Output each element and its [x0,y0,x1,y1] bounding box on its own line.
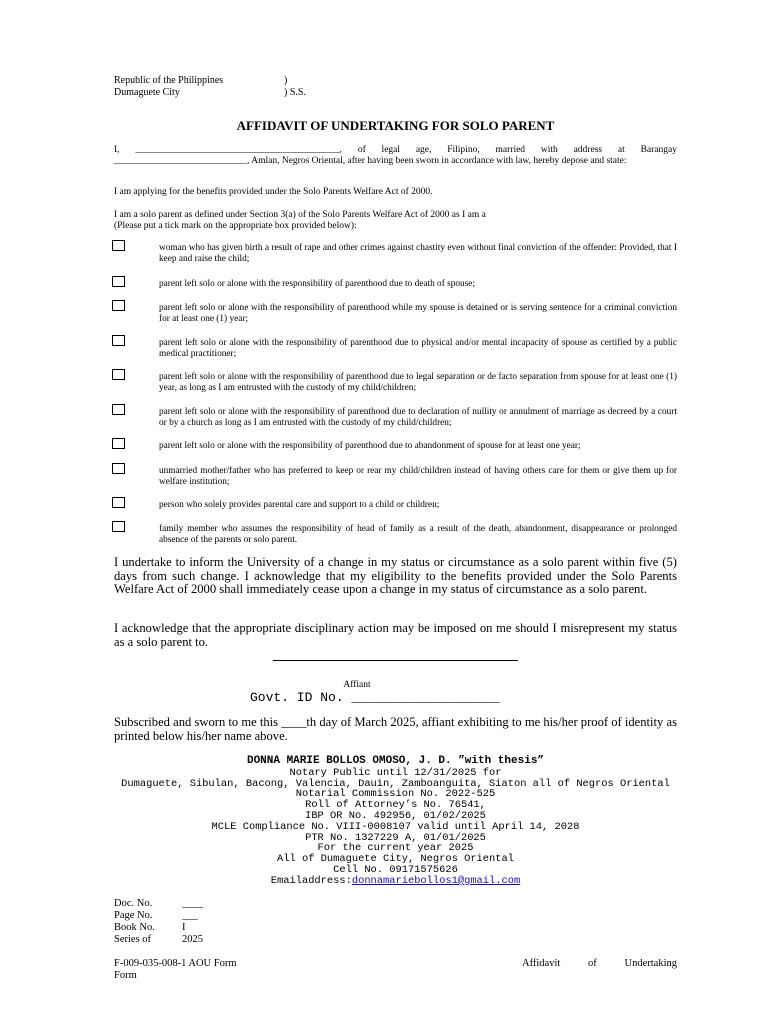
venue-country: Republic of the Philippines [114,75,224,86]
option-checkbox[interactable] [112,521,125,532]
notary-line: IBP OR No. 492956, 01/02/2025 [305,809,486,822]
venue-city: Dumaguete City [114,87,180,98]
doc-info-block [114,898,203,946]
option-text: woman who has given birth a result of rape and other crimes against chastity even without final conviction of the offender: Provided, that I keep and raise the child; [159,243,677,264]
notary-line: Notary Public until 12/31/2025 for [289,766,502,779]
notary-line: PTR No. 1327229 A, 01/01/2025 [305,831,486,844]
series-label: Series of [114,934,152,945]
notary-email-line [114,876,677,887]
book-no-label: Book No. [114,922,155,933]
option-checkbox[interactable] [112,240,125,251]
option-text: parent left solo or alone with the responsibility of parenthood due to abandonment of spouse for at least one year; [159,441,581,451]
footer-word: Affidavit [522,958,561,969]
email-label: Emailaddress: [270,874,352,887]
option-text: parent left solo or alone with the responsibility of parenthood due to legal separation or de facto separation from spouse for at least one (1) year, as long as I am entrusted with the custody of my child/children; [159,372,677,393]
intro-paragraph: I, ___________________________________________, of legal age, Filipino, married with address at Barangay ____________________________, Amlan, Negros Oriental, after having been sworn in accordance with law, hereby depose and state: [114,145,677,166]
notary-line: Cell No. 09171575626 [333,863,458,876]
venue-block [114,75,306,99]
notary-line: For the current year 2025 [317,842,474,855]
venue-ss: ) S.S. [284,87,306,98]
option-text: parent left solo or alone with the responsibility of parenthood due to physical and/or mental incapacity of spouse as certified by a public medical practitioner; [159,338,677,359]
footer-form-code [114,958,237,982]
footer-form-title [522,958,677,969]
option-text: unmarried mother/father who has preferred to keep or rear my child/children instead of having others care for them or give them up for welfare institution; [159,466,677,487]
govt-id-field: Govt. ID No. ___________________ [250,690,500,705]
doc-no-label: Doc. No. [114,898,153,909]
acknowledge-paragraph: I acknowledge that the appropriate disciplinary action may be imposed on me should I misrepresent my status as a solo parent to. [114,621,677,649]
subscribed-paragraph: Subscribed and sworn to me this ____th day of March 2025, affiant exhibiting to me his/her proof of identity as printed below his/her name above. [114,715,677,743]
applying-paragraph: I am applying for the benefits provided under the Solo Parents Welfare Act of 2000. [114,187,433,197]
option-checkbox[interactable] [112,276,125,287]
undertake-paragraph: I undertake to inform the University of a change in my status or circumstance as a solo parent within five (5) days from such change. I acknowledge that my eligibility to the benefits provided under the Solo Parents Welfare Act of 2000 shall immediately cease upon a change in my status of circumstance as a solo parent. [114,555,677,596]
notary-line: Roll of Attorney’s No. 76541, [305,799,486,812]
signature-line [273,660,518,661]
page-no-label: Page No. [114,910,153,921]
series-value: 2025 [182,934,203,945]
option-text: parent left solo or alone with the responsibility of parenthood due to death of spouse; [159,279,476,289]
definition-line-1: I am a solo parent as defined under Section 3(a) of the Solo Parents Welfare Act of 2000 as I am a [114,210,486,220]
notary-block [114,756,677,887]
notary-line: All of Dumaguete City, Negros Oriental [277,853,514,866]
option-checkbox[interactable] [112,369,125,380]
page-no-value: ___ [182,910,198,921]
option-checkbox[interactable] [112,335,125,346]
footer-form-code-line2: Form [114,970,137,981]
option-checkbox[interactable] [112,404,125,415]
notary-line: Dumaguete, Sibulan, Bacong, Valencia, Dauin, Zamboanguita, Siaton all of Negros Oriental [121,777,670,790]
doc-no-value: ____ [182,898,203,909]
notary-name: DONNA MARIE BOLLOS OMOSO, J. D. ”with thesis” [246,755,545,767]
book-no-value: I [182,922,186,933]
option-text: parent left solo or alone with the responsibility of parenthood while my spouse is detained or is serving sentence for a criminal conviction for at least one (1) year; [159,303,677,324]
venue-paren: ) [284,75,288,86]
email-link[interactable]: donnamariebollos1@gmail.com [351,874,521,887]
option-text: person who solely provides parental care and support to a child or children; [159,500,440,510]
footer-word: Undertaking [624,958,677,969]
document-title: AFFIDAVIT OF UNDERTAKING FOR SOLO PARENT [236,118,555,133]
option-checkbox[interactable] [112,438,125,449]
option-checkbox[interactable] [112,497,125,508]
notary-line: Notarial Commission No. 2022-525 [295,788,496,801]
affiant-label: Affiant [343,680,371,690]
option-checkbox[interactable] [112,463,125,474]
option-text: family member who assumes the responsibility of head of family as a result of the death, abandonment, disappearance or prolonged absence of the parents or solo parent. [159,524,677,545]
footer-word: of [588,958,597,969]
option-checkbox[interactable] [112,300,125,311]
option-text: parent left solo or alone with the responsibility of parenthood due to declaration of nullity or annulment of marriage as decreed by a court or by a church as long as I am entrusted with the custody of my child/children; [159,407,677,428]
notary-line: MCLE Compliance No. VIII-0008107 valid until April 14, 2028 [211,820,580,833]
definition-line-2: (Please put a tick mark on the appropriate box provided below): [114,221,357,231]
footer-form-code-line1: F-009-035-008-1 AOU Form [114,958,237,969]
